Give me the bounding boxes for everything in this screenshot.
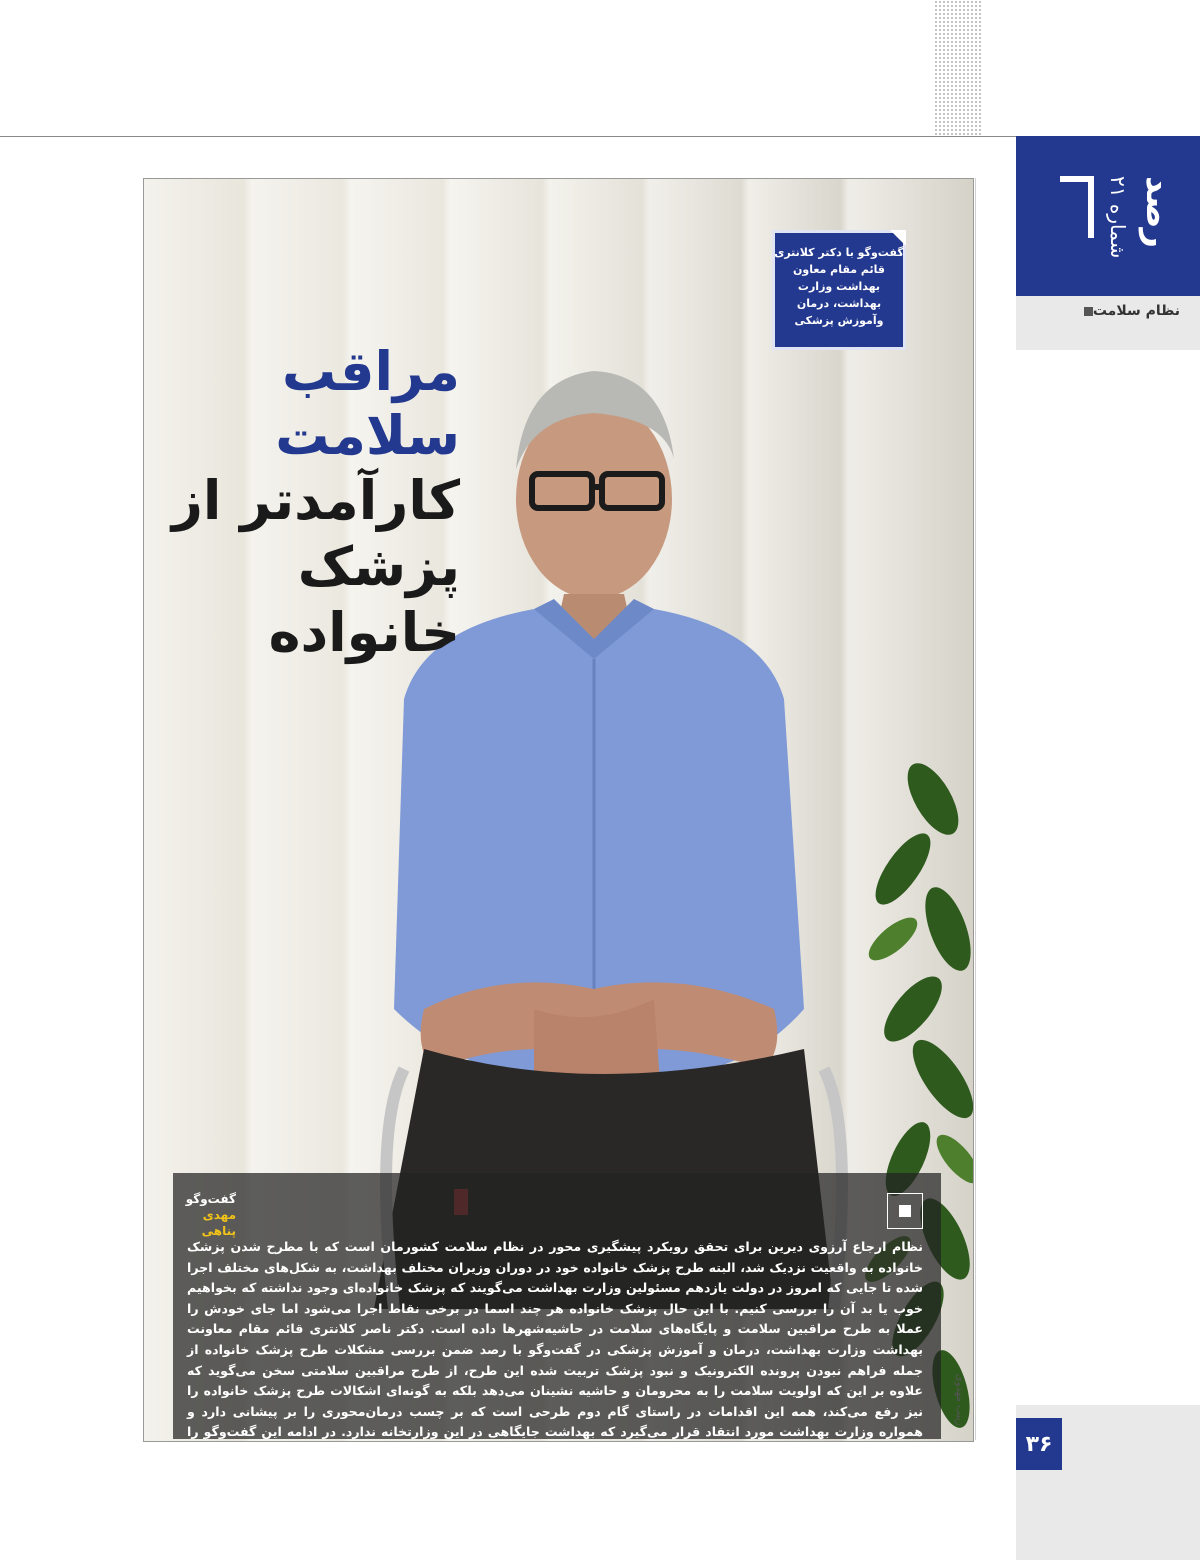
square-bullet-icon [1084,307,1093,316]
sidebar-top [1016,0,1200,136]
byline-author: مهدی پناهی [201,1208,236,1238]
issue-number: شماره ۲۱ [1106,176,1130,259]
page-edge-line [975,178,976,1440]
headline-line-3: پزشک خانواده [268,535,460,664]
intro-paragraph: نظام ارجاع آرزوی دیرین برای تحقق رویکرد پیشگیری محور در نظام سلامت کشورمان است که با مطرح شدن پزشک خانواده به واقعیت نزدیک شد، البته طرح پزشک خانواده خود در دوران وزیران مختلف بهداشت، به شکل‌های مختلف اجرا شده تا جایی که امروز در دولت یازدهم مسئولین وزارت بهداشت می‌گویند که پزشک خانواده‌ای وجود نداشته که بخواهیم خوب یا بد آن را بررسی کنیم. با این حال پزشک خانواده هر چند اسما در برخی نقاط اجرا می‌شود اما جای خودش را عملا به طرح مراقبین سلامت و پایگاه‌های سلامت در حاشیه‌شهرها داده است. دکتر ناصر کلانتری قائم مقام معاونت بهداشت وزارت بهداشت، درمان و آموزش پزشکی در گفت‌وگو با رصد ضمن بررسی مشکلات طرح پزشک خانواده از جمله فراهم نبودن پرونده الکترونیک و نبود پزشک تربیت شده این طرح، از طرح مراقبین سلامتی سخن می‌گوید که علاوه بر این که اولویت سلامت را به محرومان و حاشیه نشینان می‌دهد بلکه به گونه‌ای اشکالات طرح پزشک خانواده را نیز رفع می‌کند، همه این اقدامات در راستای گام دوم طرحی است که بر چسب درمان‌محوری را بر پیشانی دارد و همواره وزارت بهداشت مورد انتقاد قرار می‌گیرد که بهداشت جایگاهی در این وزارتخانه ندارد. در ادامه این گفت‌وگو را بخوانید. [187,1239,923,1460]
headline-line-2: کارآمدتر از [171,469,460,532]
page-number: ۳۶ [1016,1418,1062,1470]
credential-line: بهداشت وزارت [797,280,881,293]
issue-badge [1016,136,1200,296]
header-dot-pattern [934,0,982,136]
credential-line: گفت‌وگو با دکتر کلانتری [774,246,904,259]
section-label [1030,303,1180,329]
bracket-icon [1060,176,1094,238]
intro-panel [173,1173,941,1460]
credential-line: وآموزش پزشکی [794,314,884,327]
byline [173,1191,236,1239]
article-headline [160,340,460,666]
corner-fold-icon [890,230,906,246]
header-rule [0,136,1016,137]
credential-line: قائم مقام معاون [792,263,886,276]
square-bullet-icon [887,1193,923,1229]
header-corner [982,0,1016,136]
section-label-text: نظام سلامت [1092,303,1180,319]
credential-line: بهداشت، درمان [796,297,882,310]
byline-role: گفت‌وگو [185,1192,236,1206]
credential-box [772,230,906,350]
sidebar-white-area [1016,350,1200,1405]
magazine-logo: رصد [1138,176,1178,249]
headline-line-1: مراقب سلامت [275,340,460,467]
photo-credit: زینب مهدوی [954,1373,965,1425]
